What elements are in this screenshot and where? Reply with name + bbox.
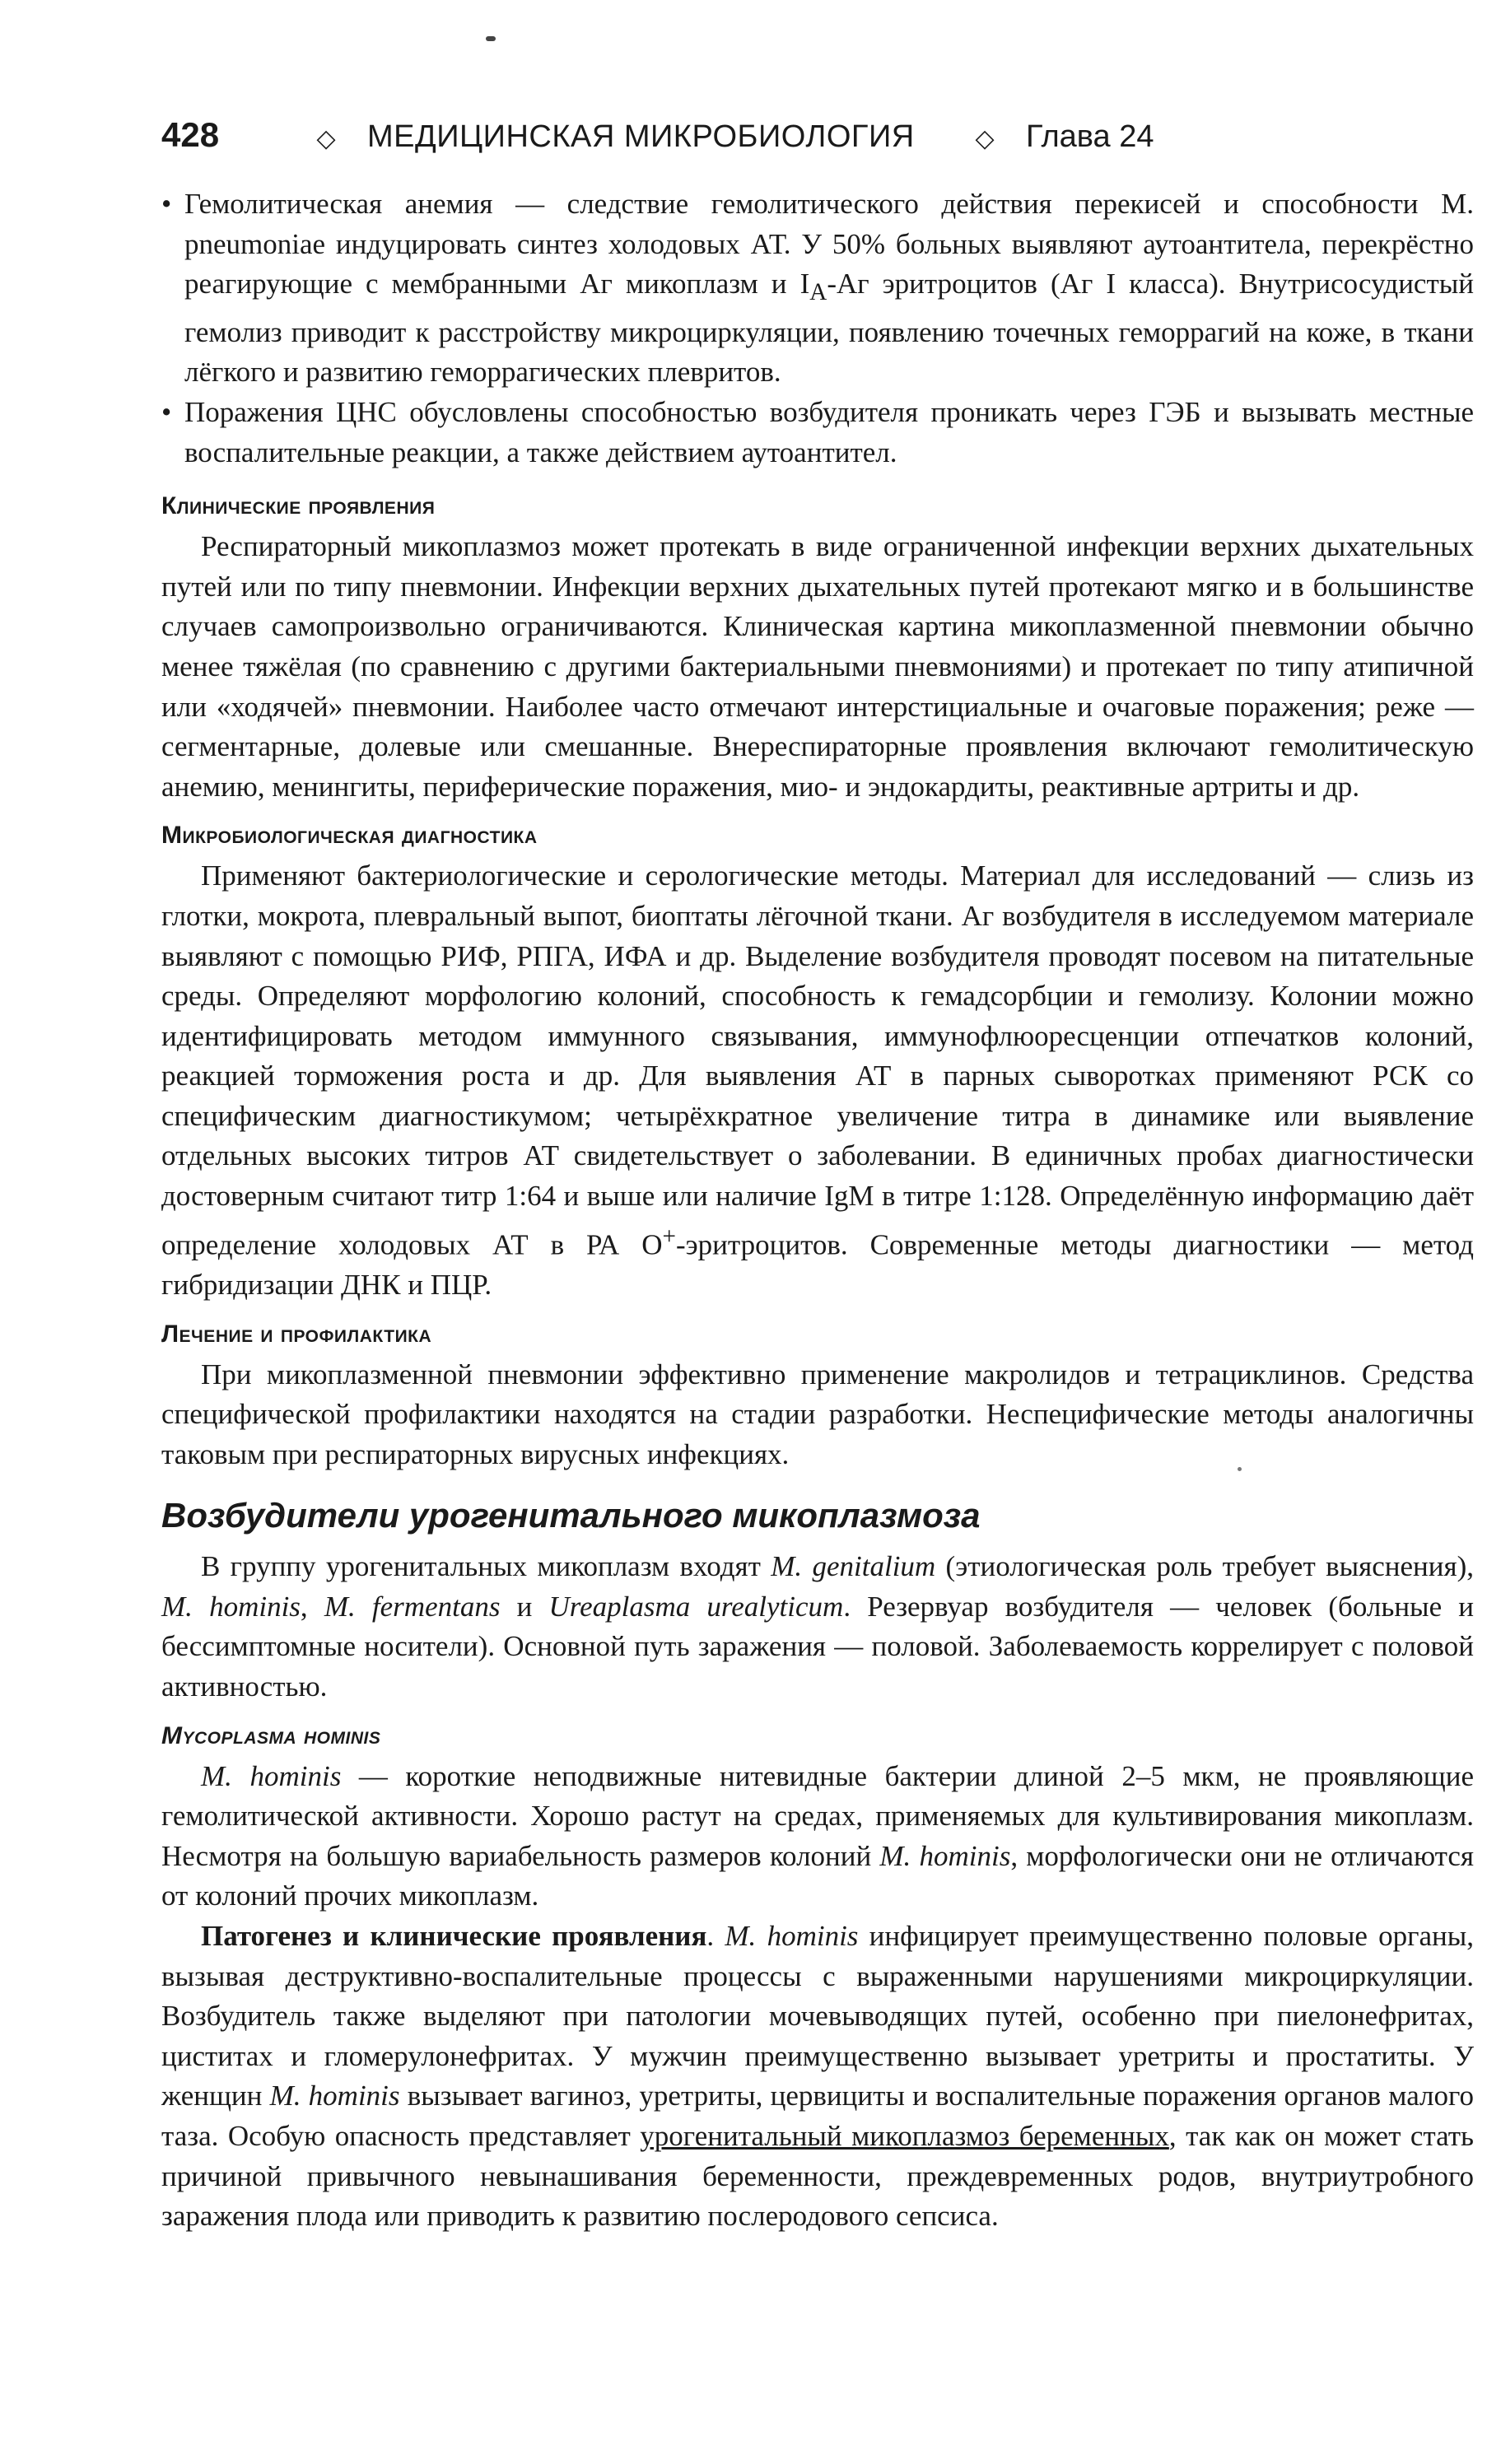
chapter-label: Глава 24 — [1026, 119, 1154, 154]
section-heading: Лечение и профилактика — [161, 1320, 432, 1348]
diamond-icon: ◇ — [316, 125, 336, 152]
running-head — [161, 115, 1474, 155]
diamond-icon: ◇ — [975, 125, 995, 152]
section-heading: Клинические проявления — [161, 492, 436, 520]
paragraph: Применяют бактериологические и серологические методы. Материал для исследований — слизь из глотки, мокрота, плевральный выпот, биоптаты лёгочной ткани. Аг возбудителя в исследуемом материале выявляют с помощью РИФ, РПГА, ИФА и др. Выделение возбудителя проводят посевом на питательные среды. Определяют морфологию колоний, способность к гемадсорбции и гемолизу. Колонии можно идентифицировать методом иммунного связывания, иммунофлюоресценции отпечатков колоний, реакцией торможения роста и др. Для выявления АТ в парных сыворотках применяют РСК со специфическим диагностикумом; четырёхкратное увеличение титра в динамике или выявление отдельных высоких титров АТ свидетельствует о заболевании. В единичных пробах диагностически достоверным считают титр 1:64 и выше или наличие IgM в титре 1:128. Определённую информацию даёт определение холодовых АТ в РА О+-эритроцитов. Современные методы диагностики — метод гибридизации ДНК и ПЦР. — [161, 859, 1474, 1301]
paragraph: При микоплазменной пневмонии эффективно применение макролидов и тетрациклинов. Средства специфической профилактики находятся на стадии разработки. Неспецифические методы аналогичны таковым при респираторных вирусных инфекциях. — [161, 1358, 1474, 1470]
underlined-term: урогенитальный микоплазмоз беременных — [640, 2120, 1169, 2152]
paragraph: В группу урогенитальных микоплазм входят M. genitalium (этиологическая роль требует выяснения), M. hominis, M. fermentans и Ureaplasma urealyticum. Резервуар возбудителя — человек (больные и бессимптомные носители). Основной путь заражения — половой. Заболеваемость коррелирует с половой активностью. — [161, 1550, 1475, 1703]
section-clinical — [161, 492, 1474, 807]
section-urogenital — [161, 1496, 1474, 1707]
paragraph: Респираторный микоплазмоз может протекать в виде ограниченной инфекции верхних дыхательных путей или по типу пневмонии. Инфекции верхних дыхательных путей протекают мягко и в большинстве случаев самопроизвольно ограничиваются. Клиническая картина микоплазменной пневмонии обычно менее тяжёлая (по сравнению с другими бактериальными пневмониями) и протекает по типу атипичной или «ходячей» пневмонии. Наиболее часто отмечают интерстициальные и очаговые поражения; реже — сегментарные, долевые или смешанные. Внереспираторные проявления включают гемолитическую анемию, менингиты, периферические поражения, мио- и эндокардиты, реактивные артриты и др. — [161, 530, 1474, 803]
section-heading: Mycoplasma hominis — [161, 1721, 381, 1749]
page-number: 428 — [161, 115, 220, 154]
bullet-list — [161, 184, 1474, 473]
scan-mark — [486, 36, 496, 41]
paragraph: Патогенез и клинические проявления. M. hominis инфицирует преимущественно половые органы, вызывая деструктивно-воспалительные процессы с выраженными нарушениями микроциркуляции. Возбудитель также выделяют при патологии мочевыводящих путей, особенно при пиелонефритах, циститах и гломерулонефритах. У мужчин преимущественно вызывает уретриты и простатиты. У женщин M. hominis вызывает вагиноз, уретриты, цервициты и воспалительные поражения органов малого таза. Особую опасность представляет урогенитальный микоплазмоз беременных, так как он может стать причиной привычного невынашивания беременности, преждевременных родов, внутриутробного заражения плода или приводить к развитию послеродового сепсиса. — [161, 1920, 1475, 2233]
chapter-subtitle: Возбудители урогенитального микоплазмоза — [161, 1496, 981, 1535]
page-content — [161, 115, 1474, 2247]
list-item: • Гемолитическая анемия — следствие гемолитического действия перекисей и способности M. pneumoniae индуцировать синтез холодовых АТ. У 50% больных выявляют аутоантитела, перекрёстно реагирующие с мембранными Аг микоплазм и $I_A-Аг$ эритроцитов (Аг I класса). Внутрисосудистый гемолиз приводит к расстройству микроциркуляции, появлению точечных геморрагий на коже, в ткани лёгкого и развитию геморрагических плевритов. — [161, 184, 1474, 393]
section-heading: Микробиологическая диагностика — [161, 822, 538, 850]
run-in-heading: Патогенез и клинические проявления — [201, 1920, 707, 1953]
paragraph: M. hominis — короткие неподвижные нитевидные бактерии длиной 2–5 мкм, не проявляющие гемолитической активности. Хорошо растут на средах, применяемых для культивирования микоплазм. Несмотря на большую вариабельность размеров колоний M. hominis, морфологически они не отличаются от колоний прочих микоплазм. — [161, 1759, 1475, 1912]
book-title: МЕДИЦИНСКАЯ МИКРОБИОЛОГИЯ — [367, 119, 915, 154]
list-item: • Поражения ЦНС обусловлены способностью возбудителя проникать через ГЭБ и вызывать местные воспалительные реакции, а также действием аутоантител. — [161, 393, 1474, 473]
section-diagnostics — [161, 822, 1474, 1305]
section-hominis — [161, 1722, 1474, 2237]
bullet-icon: • — [161, 395, 172, 428]
bullet-icon: • — [161, 188, 172, 220]
section-treatment — [161, 1320, 1474, 1475]
